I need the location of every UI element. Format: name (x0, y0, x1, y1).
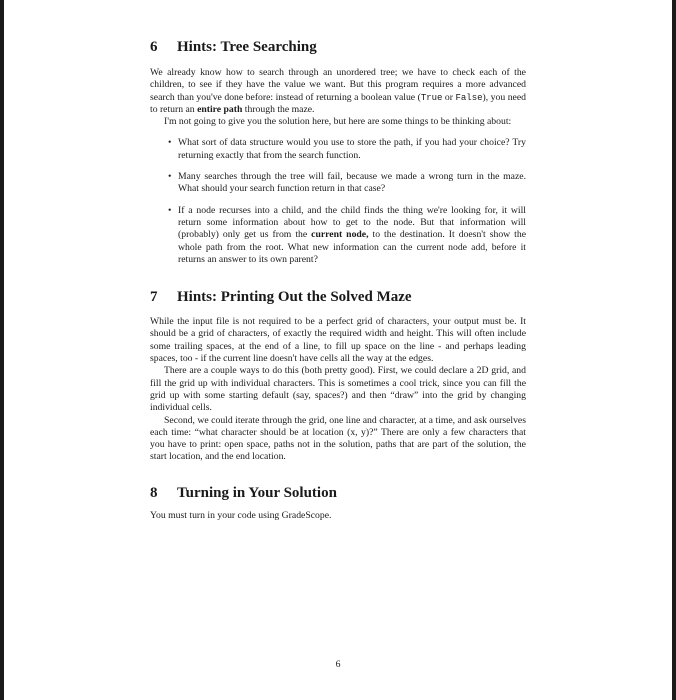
text-run: through the maze. (242, 103, 315, 115)
text-run: We already know how to search through an unordered tree; we have to check each of the children, to see if they have the value we want. But this program requires a more advanced search than you've done before: instead of returning a boolean value ( (150, 67, 526, 103)
page-number: 6 (335, 659, 341, 670)
list-item (150, 137, 526, 162)
hint-list (150, 137, 526, 266)
bold-text: current node, (311, 229, 369, 241)
section-7-heading (150, 286, 526, 308)
section-title: Hints: Printing Out the Solved Maze (177, 289, 412, 306)
bold-text: entire path (197, 103, 243, 115)
section-number: 6 (150, 39, 158, 55)
paragraph: While the input file is not required to be a perfect grid of characters, your output must be. It should be a grid of characters, of exactly the required width and height. This will often include some trailing spaces, at the end of a line, to fill up space on the line - and perhaps leading spaces, too - if the current line doesn't have cells all the way at the edges. (150, 316, 526, 365)
list-item (150, 205, 526, 266)
list-item-text: to the destination. It doesn't show the whole path from the root. What new information can the current node add, before it returns an answer to its own parent? (178, 229, 526, 265)
left-page-border (0, 0, 4, 700)
bullet-icon: • (168, 204, 172, 216)
list-item-text: If a node recurses into a child, and the child finds the thing we're looking for, it will return some information about how to get to the node. But that information will (probably) only get us from the (178, 204, 526, 241)
section-title: Turning in Your Solution (177, 484, 337, 501)
document-page (150, 36, 526, 670)
section-6-heading (150, 36, 526, 58)
section-number: 7 (150, 289, 158, 306)
text-run: ), you need to return an (150, 91, 526, 115)
bullet-icon: • (168, 137, 172, 149)
list-item (150, 171, 526, 196)
section-title: Hints: Tree Searching (177, 39, 317, 55)
code-span: False (455, 92, 483, 103)
bullet-icon: • (168, 171, 172, 183)
paragraph: There are a couple ways to do this (both pretty good). First, we could declare a 2D grid, and fill the grid up with individual characters. This is sometimes a cool trick, since you can fill the grid up with some starting default (say, spaces?) and then “draw” into the grid by changing individual cells. (150, 365, 526, 414)
section-number: 8 (150, 484, 158, 501)
paragraph: Second, we could iterate through the grid, one line and character, at a time, and ask ourselves each time: “what character should be at location (x, y)?” There are only a few characters that you have to print: open space, paths not in the solution, paths that are part of the solution, the start location, and the end location. (150, 414, 526, 463)
right-page-border (672, 0, 676, 700)
list-spacer (150, 196, 526, 205)
paragraph: You must turn in your code using GradeScope. (150, 509, 332, 521)
list-item-text: Many searches through the tree will fail, because we made a wrong turn in the maze. What should your search function return in that case? (178, 171, 526, 195)
list-item-text: What sort of data structure would you use to store the path, if you had your choice? Try returning exactly that from the search function. (178, 137, 526, 161)
section-8-heading (150, 482, 526, 504)
text-run: or (442, 91, 456, 103)
paragraph: I'm not going to give you the solution here, but here are some things to be thinking about: (164, 116, 512, 128)
paragraph (150, 67, 526, 116)
list-spacer (150, 162, 526, 171)
code-span: True (420, 92, 443, 103)
